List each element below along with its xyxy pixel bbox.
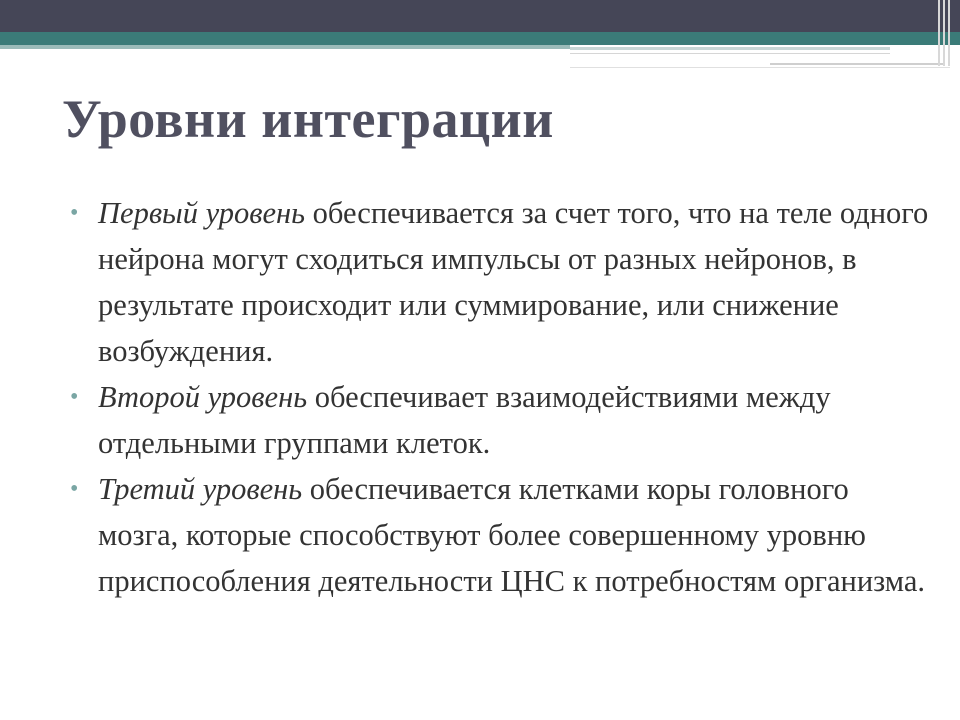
bullet-item-third-level [70,466,930,604]
bullet-marker: • [70,476,79,502]
bullet-marker: • [70,200,79,226]
bullet-term: Первый уровень [98,196,306,230]
bullet-item-second-level [70,374,930,466]
slide-title: Уровни интеграции [62,89,554,149]
corner-stripes [938,0,952,66]
bullet-marker: • [70,384,79,410]
bullet-item-first-level [70,190,930,374]
header-band-dark [0,0,960,32]
bullet-text: обеспечивает взаимодействиями между отдельными группами клеток. [98,380,831,460]
bullet-text: обеспечивается клетками коры головного мозга, которые способствуют более совершенному уровню приспособления деятельности ЦНС к потребностям организма. [98,472,926,598]
header-band-teal-light [0,45,570,49]
bullet-text: обеспечивается за счет того, что на теле одного нейрона могут сходиться импульсы от разных нейронов, в результате происходит или суммирование, или снижение возбуждения. [98,196,929,368]
bullet-term: Второй уровень [98,380,308,414]
bullet-term: Третий уровень [98,472,303,506]
header-decor-line [770,63,945,65]
header-decor-line [570,53,890,54]
header-band-teal [0,32,960,45]
header-decor-line [570,67,950,68]
bullet-list [70,190,930,604]
header-decor-line [570,47,890,50]
